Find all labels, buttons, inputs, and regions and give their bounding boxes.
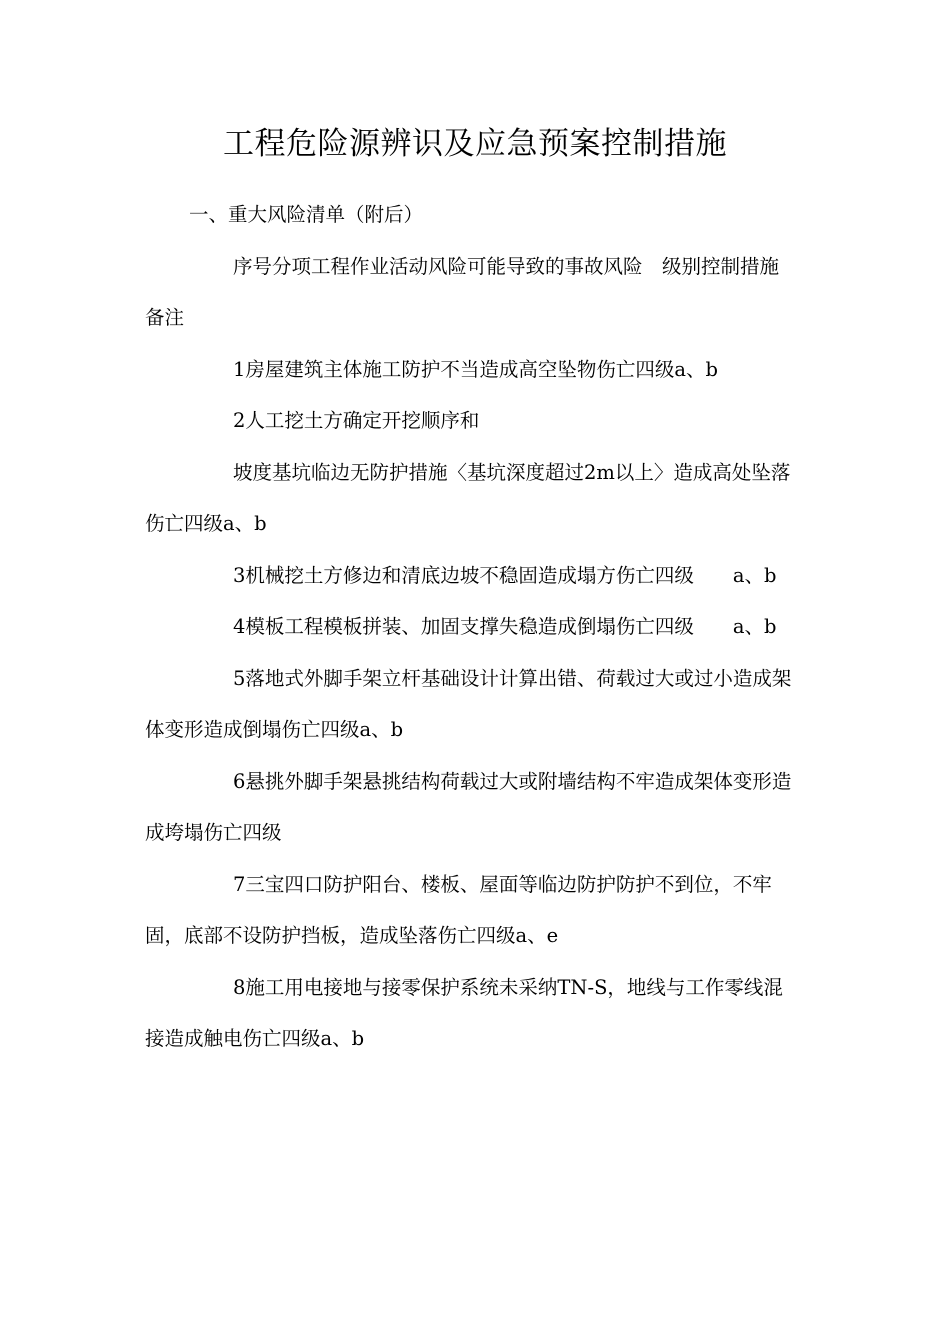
table-header-paragraph: 序号分项工程作业活动风险可能导致的事故风险 级别控制措施备注 bbox=[145, 254, 780, 329]
risk-item-6: 6悬挑外脚手架悬挑结构荷载过大或附墙结构不牢造成架体变形造成垮塌伤亡四级 bbox=[145, 769, 792, 844]
risk-item-2-continued: 坡度基坑临边无防护措施〈基坑深度超过2m以上〉造成高处坠落伤亡四级a、b bbox=[145, 460, 791, 535]
risk-item-1: 1房屋建筑主体施工防护不当造成高空坠物伤亡四级a、b bbox=[233, 357, 719, 381]
risk-item-4: 4模板工程模板拼装、加固支撑失稳造成倒塌伤亡四级 a、b bbox=[233, 615, 777, 638]
risk-item-2: 2人工挖土方确定开挖顺序和 bbox=[233, 409, 480, 432]
section-heading: 一、重大风险清单（附后） bbox=[189, 203, 424, 226]
document-body bbox=[145, 189, 795, 1065]
risk-item-5: 5落地式外脚手架立杆基础设计计算出错、荷载过大或过小造成架体变形造成倒塌伤亡四级a、b bbox=[145, 666, 792, 741]
risk-item-3: 3机械挖土方修边和清底边坡不稳固造成塌方伤亡四级 a、b bbox=[233, 563, 777, 587]
document-title: 工程危险源辨识及应急预案控制措施 bbox=[223, 126, 727, 162]
risk-item-8: 8施工用电接地与接零保护系统未采纳TN-S，地线与工作零线混接造成触电伤亡四级a、b bbox=[145, 975, 783, 1050]
risk-item-7: 7三宝四口防护阳台、楼板、屋面等临边防护防护不到位，不牢固，底部不设防护挡板，造成坠落伤亡四级a、e bbox=[145, 872, 772, 947]
